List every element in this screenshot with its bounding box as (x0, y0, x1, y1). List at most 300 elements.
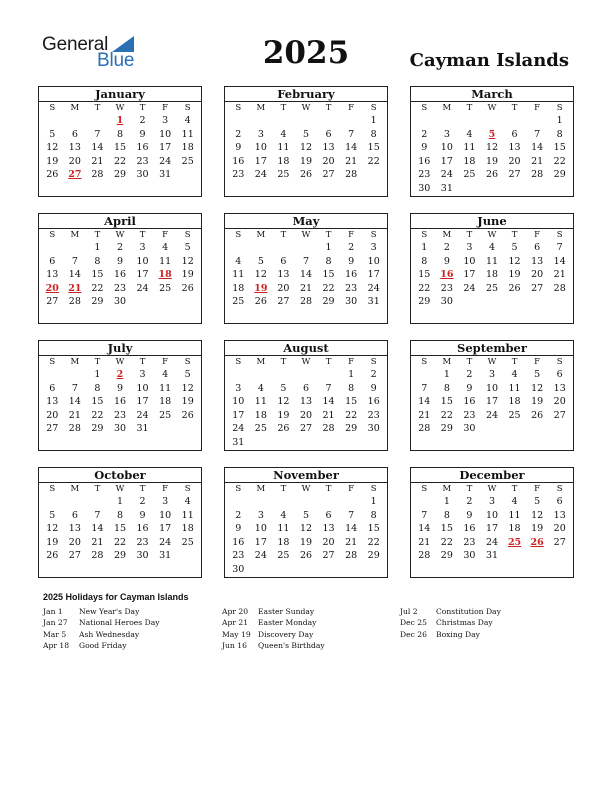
month-title: February (225, 87, 387, 102)
day-cell: 24 (254, 550, 267, 562)
weekday-header: W (487, 357, 497, 367)
day-cell: 6 (325, 128, 332, 140)
day-cell: 20 (322, 155, 335, 167)
weekday-header: W (301, 357, 311, 367)
day-cell: 31 (440, 182, 453, 194)
day-cell: 23 (136, 155, 149, 167)
day-cell: 23 (113, 409, 127, 421)
weekday-header: T (280, 103, 287, 113)
month-september (410, 340, 574, 451)
day-cell: 5 (534, 369, 541, 380)
day-cell: 6 (71, 509, 78, 521)
holiday-day: 27 (68, 169, 82, 181)
weekday-header: S (421, 103, 428, 113)
day-cell: 17 (159, 142, 172, 154)
holiday-day: 1 (116, 115, 124, 126)
day-cell: 29 (91, 423, 104, 435)
weekday-header: W (115, 357, 125, 367)
month-april (38, 213, 202, 324)
day-cell: 3 (488, 496, 496, 507)
day-cell: 26 (46, 550, 59, 562)
weekday-header: W (115, 230, 125, 240)
day-cell: 13 (299, 396, 313, 408)
day-cell: 21 (91, 155, 104, 167)
day-cell: 24 (463, 282, 476, 294)
day-cell: 23 (418, 169, 431, 181)
day-cell: 10 (485, 509, 499, 521)
day-cell: 29 (367, 550, 380, 562)
day-cell: 8 (94, 382, 101, 394)
day-cell: 17 (136, 269, 149, 281)
weekday-header: F (534, 484, 541, 494)
day-cell: 28 (91, 550, 104, 562)
day-cell: 31 (159, 169, 172, 181)
month-title: September (411, 341, 573, 356)
day-cell: 17 (463, 269, 476, 281)
day-cell: 8 (421, 255, 428, 267)
day-cell: 17 (485, 523, 499, 535)
day-cell: 30 (113, 296, 127, 308)
day-cell: 15 (553, 142, 566, 154)
day-cell: 17 (136, 396, 149, 408)
day-cell: 23 (440, 282, 453, 294)
day-cell: 13 (46, 269, 59, 281)
day-cell: 2 (116, 242, 124, 253)
weekday-header: T (466, 230, 473, 240)
month-days-grid (39, 483, 201, 563)
month-days-grid (225, 356, 387, 450)
weekday-header: F (348, 484, 355, 494)
holiday-column (400, 606, 501, 640)
day-cell: 4 (162, 242, 169, 253)
day-cell: 19 (277, 409, 290, 421)
weekday-header: S (556, 230, 563, 240)
day-cell: 14 (91, 523, 104, 535)
day-cell: 19 (299, 536, 313, 548)
day-cell: 31 (367, 296, 380, 308)
weekday-header: W (487, 103, 497, 113)
day-cell: 7 (71, 382, 78, 394)
empty-day (295, 368, 318, 382)
day-cell: 13 (553, 509, 566, 521)
day-cell: 27 (299, 423, 313, 435)
day-cell: 8 (116, 128, 124, 140)
month-february (224, 86, 388, 197)
day-cell: 28 (299, 296, 313, 308)
day-cell: 20 (68, 536, 81, 548)
day-cell: 13 (531, 255, 544, 267)
day-cell: 9 (116, 255, 124, 267)
day-cell: 20 (508, 155, 521, 167)
day-cell: 27 (46, 296, 59, 308)
day-cell: 12 (254, 269, 267, 281)
day-cell: 3 (443, 128, 450, 140)
weekday-header: T (466, 484, 473, 494)
day-cell: 25 (254, 423, 267, 435)
empty-day (64, 368, 87, 382)
empty-day (317, 368, 340, 382)
day-cell: 10 (159, 128, 172, 140)
weekday-header: T (511, 484, 518, 494)
day-cell: 31 (232, 436, 245, 448)
day-cell: 30 (136, 550, 149, 562)
holiday-row (400, 629, 501, 640)
day-cell: 29 (345, 423, 358, 435)
month-title: October (39, 468, 201, 483)
day-cell: 25 (159, 409, 172, 421)
weekday-header: T (139, 103, 146, 113)
day-cell: 30 (440, 296, 453, 308)
day-cell: 3 (162, 496, 169, 507)
day-cell: 10 (159, 509, 172, 521)
empty-day (295, 495, 318, 509)
day-cell: 9 (348, 255, 355, 267)
weekday-header: S (370, 357, 377, 367)
day-cell: 3 (235, 382, 242, 394)
month-title: August (225, 341, 387, 356)
day-cell: 1 (348, 369, 355, 380)
day-cell: 18 (463, 155, 476, 167)
day-cell: 23 (463, 409, 476, 421)
day-cell: 28 (531, 169, 544, 181)
day-cell: 21 (68, 409, 81, 421)
weekday-header: T (94, 230, 101, 240)
holiday-name: Ash Wednesday (79, 629, 140, 639)
day-cell: 8 (443, 509, 450, 521)
empty-day (86, 495, 109, 509)
day-cell: 27 (46, 423, 59, 435)
day-cell: 8 (370, 509, 377, 521)
day-cell: 11 (277, 142, 290, 154)
day-cell: 22 (440, 409, 453, 421)
month-june (410, 213, 574, 324)
day-cell: 6 (71, 128, 78, 140)
weekday-header: T (466, 357, 473, 367)
weekday-header: F (348, 357, 355, 367)
month-december (410, 467, 574, 578)
holiday-date: May 19 (222, 629, 251, 639)
logo-text-general: General (42, 34, 109, 55)
day-cell: 3 (257, 509, 264, 521)
weekday-header: W (487, 484, 497, 494)
day-cell: 23 (367, 409, 380, 421)
day-cell: 5 (511, 242, 518, 253)
holiday-date: Dec 26 (400, 629, 427, 639)
weekday-header: F (348, 103, 355, 113)
day-cell: 28 (91, 169, 104, 181)
day-cell: 1 (443, 369, 450, 380)
weekday-header: S (184, 230, 191, 240)
day-cell: 5 (49, 128, 56, 140)
month-days-grid (225, 483, 387, 577)
day-cell: 12 (277, 396, 290, 408)
day-cell: 12 (46, 523, 59, 535)
weekday-header: T (511, 357, 518, 367)
day-cell: 31 (136, 423, 149, 435)
day-cell: 18 (277, 536, 290, 548)
day-cell: 14 (345, 523, 358, 535)
day-cell: 24 (485, 536, 499, 548)
day-cell: 25 (181, 536, 194, 548)
day-cell: 30 (463, 550, 476, 562)
holiday-date: Apr 20 (222, 607, 249, 616)
holiday-name: New Year's Day (79, 607, 140, 616)
month-july (38, 340, 202, 451)
weekday-header: S (235, 230, 242, 240)
day-cell: 21 (345, 536, 358, 548)
weekday-header: T (94, 103, 101, 113)
day-cell: 19 (181, 396, 194, 408)
day-cell: 20 (553, 396, 566, 408)
day-cell: 30 (232, 563, 245, 575)
day-cell: 4 (488, 242, 496, 253)
month-days-grid (39, 102, 201, 182)
day-cell: 31 (485, 550, 499, 562)
weekday-header: T (139, 357, 146, 367)
day-cell: 26 (181, 409, 194, 421)
weekday-header: M (256, 230, 266, 240)
day-cell: 29 (322, 296, 335, 308)
empty-day (250, 114, 273, 128)
weekday-header: M (442, 484, 452, 494)
holiday-date: Jan 27 (43, 618, 68, 628)
holiday-day: 19 (254, 282, 268, 294)
empty-day (250, 495, 273, 509)
month-title: May (225, 214, 387, 229)
day-cell: 3 (370, 242, 377, 253)
day-cell: 14 (322, 396, 335, 408)
month-days-grid (411, 229, 573, 309)
day-cell: 15 (367, 142, 380, 154)
day-cell: 10 (440, 142, 453, 154)
day-cell: 10 (367, 255, 380, 267)
day-cell: 16 (113, 269, 127, 281)
day-cell: 4 (257, 382, 264, 394)
day-cell: 2 (235, 509, 242, 521)
month-title: January (39, 87, 201, 102)
day-cell: 1 (443, 496, 450, 507)
weekday-header: S (235, 484, 242, 494)
year-title: 2025 (262, 35, 350, 71)
day-cell: 7 (94, 128, 101, 140)
month-days-grid (411, 356, 573, 436)
day-cell: 22 (367, 155, 380, 167)
day-cell: 7 (325, 382, 332, 394)
day-cell: 6 (556, 496, 563, 507)
day-cell: 12 (531, 382, 544, 394)
holiday-day: 21 (68, 282, 82, 294)
day-cell: 26 (299, 169, 313, 181)
day-cell: 22 (91, 282, 104, 294)
day-cell: 16 (136, 142, 149, 154)
weekday-header: S (49, 484, 56, 494)
weekday-header: M (70, 357, 80, 367)
day-cell: 16 (136, 523, 149, 535)
holiday-name: Queen's Birthday (258, 641, 325, 651)
day-cell: 7 (348, 509, 355, 521)
day-cell: 23 (113, 282, 127, 294)
day-cell: 4 (466, 128, 473, 140)
day-cell: 6 (511, 128, 518, 140)
day-cell: 16 (345, 269, 358, 281)
weekday-header: F (348, 230, 355, 240)
day-cell: 13 (68, 523, 81, 535)
day-cell: 13 (322, 142, 335, 154)
month-march (410, 86, 574, 197)
holiday-date: Jan 1 (43, 607, 63, 616)
day-cell: 29 (440, 550, 453, 562)
holiday-row (222, 629, 325, 640)
day-cell: 15 (113, 142, 127, 154)
day-cell: 15 (367, 523, 380, 535)
empty-day (458, 114, 481, 128)
day-cell: 16 (232, 155, 245, 167)
day-cell: 9 (235, 142, 242, 154)
holiday-column (222, 606, 325, 652)
weekday-header: M (442, 103, 452, 113)
weekday-header: M (256, 103, 266, 113)
month-title: April (39, 214, 201, 229)
day-cell: 15 (440, 396, 453, 408)
month-may (224, 213, 388, 324)
holiday-row (400, 606, 501, 617)
day-cell: 14 (553, 255, 566, 267)
day-cell: 7 (71, 255, 78, 267)
day-cell: 30 (345, 296, 358, 308)
day-cell: 4 (162, 369, 169, 380)
weekday-header: W (301, 484, 311, 494)
day-cell: 25 (508, 409, 521, 421)
empty-day (413, 495, 436, 509)
day-cell: 30 (113, 423, 127, 435)
day-cell: 18 (232, 282, 245, 294)
day-cell: 8 (116, 509, 124, 521)
day-cell: 9 (466, 382, 473, 394)
day-cell: 2 (235, 128, 242, 140)
day-cell: 9 (139, 128, 146, 140)
month-august (224, 340, 388, 451)
day-cell: 24 (159, 536, 172, 548)
day-cell: 24 (440, 169, 453, 181)
day-cell: 18 (485, 269, 499, 281)
day-cell: 4 (280, 509, 287, 521)
empty-day (340, 114, 363, 128)
weekday-header: W (115, 103, 125, 113)
weekday-header: T (325, 357, 332, 367)
holiday-column (43, 606, 160, 652)
month-title: December (411, 468, 573, 483)
weekday-header: S (184, 357, 191, 367)
month-days-grid (225, 229, 387, 309)
day-cell: 20 (299, 409, 313, 421)
day-cell: 2 (370, 369, 377, 380)
day-cell: 17 (440, 155, 453, 167)
empty-day (317, 495, 340, 509)
weekday-header: S (235, 357, 242, 367)
day-cell: 29 (418, 296, 431, 308)
weekday-header: M (70, 230, 80, 240)
day-cell: 9 (116, 382, 124, 394)
weekday-header: S (370, 230, 377, 240)
day-cell: 10 (254, 523, 267, 535)
day-cell: 18 (508, 523, 521, 535)
day-cell: 8 (370, 128, 377, 140)
day-cell: 24 (367, 282, 380, 294)
day-cell: 8 (443, 382, 450, 394)
weekday-header: F (162, 484, 169, 494)
day-cell: 12 (181, 255, 194, 267)
month-title: July (39, 341, 201, 356)
holiday-day: 5 (488, 128, 496, 140)
day-cell: 24 (254, 169, 267, 181)
day-cell: 19 (531, 396, 544, 408)
day-cell: 11 (463, 142, 476, 154)
holiday-name: Constitution Day (436, 607, 501, 616)
day-cell: 13 (322, 523, 335, 535)
day-cell: 17 (254, 155, 267, 167)
holiday-row (222, 606, 325, 617)
day-cell: 1 (370, 115, 377, 126)
day-cell: 12 (299, 142, 313, 154)
day-cell: 10 (485, 382, 499, 394)
month-november (224, 467, 388, 578)
day-cell: 12 (508, 255, 521, 267)
empty-day (64, 114, 87, 128)
day-cell: 21 (553, 269, 566, 281)
day-cell: 12 (531, 509, 544, 521)
day-cell: 9 (235, 523, 242, 535)
day-cell: 22 (322, 282, 335, 294)
holiday-row (222, 617, 325, 628)
day-cell: 4 (511, 369, 518, 380)
day-cell: 16 (418, 155, 431, 167)
day-cell: 26 (508, 282, 521, 294)
day-cell: 11 (181, 128, 194, 140)
day-cell: 15 (345, 396, 358, 408)
day-cell: 29 (440, 423, 453, 435)
holiday-day: 18 (158, 269, 172, 281)
holiday-row (43, 640, 160, 651)
empty-day (227, 368, 250, 382)
day-cell: 2 (443, 242, 450, 253)
day-cell: 14 (418, 523, 431, 535)
day-cell: 5 (302, 509, 310, 521)
month-january (38, 86, 202, 197)
weekday-header: F (534, 230, 541, 240)
day-cell: 6 (49, 382, 56, 394)
weekday-header: T (325, 484, 332, 494)
month-days-grid (39, 356, 201, 436)
day-cell: 31 (159, 550, 172, 562)
holiday-date: Jul 2 (400, 607, 418, 616)
weekday-header: F (162, 230, 169, 240)
day-cell: 5 (280, 382, 287, 394)
weekday-header: T (280, 484, 287, 494)
holiday-row (43, 629, 160, 640)
empty-day (41, 495, 64, 509)
day-cell: 11 (508, 382, 521, 394)
day-cell: 2 (139, 496, 146, 507)
holiday-day: 20 (45, 282, 59, 294)
day-cell: 12 (46, 142, 59, 154)
day-cell: 9 (443, 255, 450, 267)
day-cell: 23 (232, 169, 245, 181)
weekday-header: S (370, 103, 377, 113)
weekday-header: S (421, 230, 428, 240)
country-title: Cayman Islands (409, 50, 569, 71)
day-cell: 8 (94, 255, 101, 267)
holiday-day: 16 (440, 269, 454, 281)
